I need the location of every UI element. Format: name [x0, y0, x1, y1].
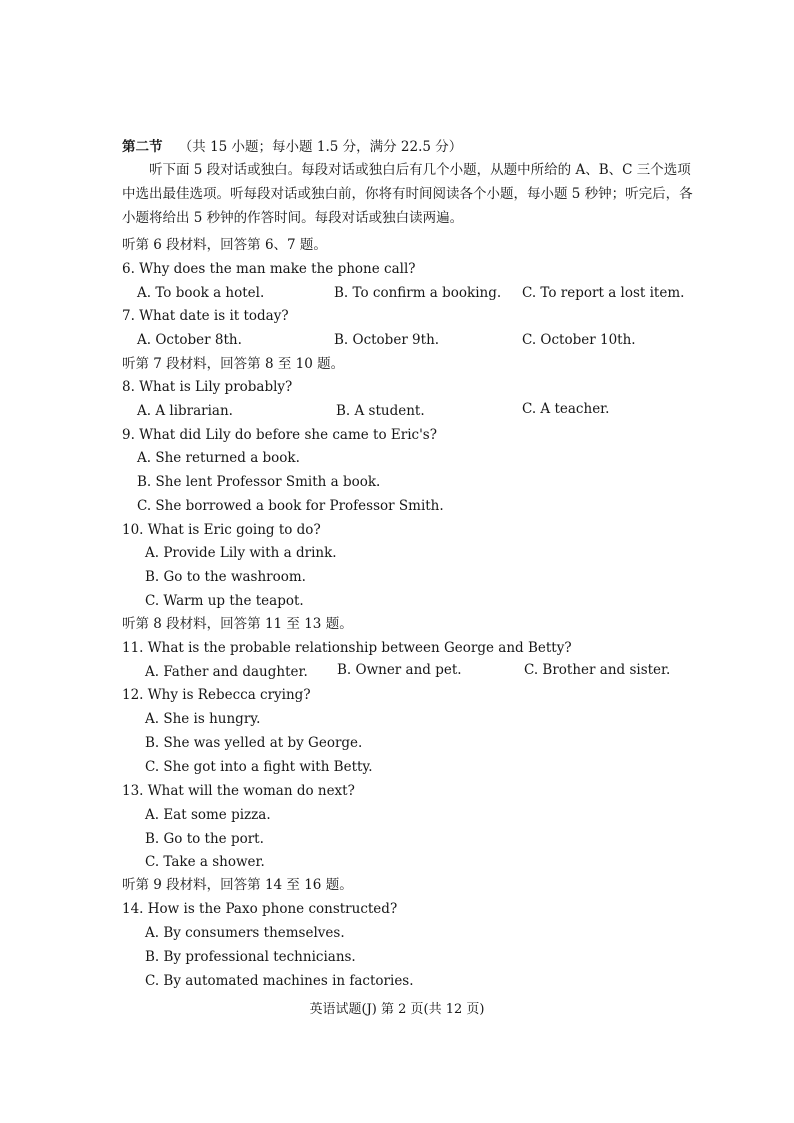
question-stem: 12. Why is Rebecca crying?: [122, 687, 311, 703]
question-stem: 8. What is Lily probably?: [122, 379, 293, 395]
option-a: A. By consumers themselves.: [145, 925, 345, 941]
option-c: C. She borrowed a book for Professor Smith.: [137, 498, 444, 514]
group-label: 听第 9 段材料，回答第 14 至 16 题。: [122, 877, 353, 893]
option-b: B. She lent Professor Smith a book.: [137, 474, 381, 490]
question-stem: 9. What did Lily do before she came to Eric's?: [122, 427, 437, 443]
option-c: C. By automated machines in factories.: [145, 973, 414, 989]
option-a: A. Father and daughter.: [145, 664, 308, 680]
option-c: C. A teacher.: [522, 401, 610, 417]
option-c: C. Brother and sister.: [524, 662, 671, 678]
section-instructions: 听下面 5 段对话或独白。每段对话或独白后有几个小题，从题中所给的 A、B、C 三个选项中选出最佳选项。听每段对话或独白前，你将有时间阅读各个小题，每小题 5 秒钟；听完后，各小题将给出 5 秒钟的作答时间。每段对话或独白读两遍。: [122, 162, 693, 226]
option-a: A. Eat some pizza.: [145, 807, 271, 823]
option-c: C. To report a lost item.: [522, 285, 685, 301]
option-b: B. To confirm a booking.: [334, 285, 502, 301]
group-label: 听第 7 段材料，回答第 8 至 10 题。: [122, 356, 345, 372]
option-a: A. A librarian.: [137, 403, 233, 419]
group-label: 听第 8 段材料，回答第 11 至 13 题。: [122, 616, 353, 632]
option-b: B. Go to the washroom.: [145, 569, 306, 585]
option-b: B. By professional technicians.: [145, 949, 356, 965]
option-c: C. October 10th.: [522, 332, 636, 348]
question-stem: 13. What will the woman do next?: [122, 783, 355, 799]
option-a: A. Provide Lily with a drink.: [145, 545, 337, 561]
option-c: C. Take a shower.: [145, 854, 265, 870]
option-b: B. A student.: [336, 403, 425, 419]
option-a: A. October 8th.: [137, 332, 242, 348]
option-a: A. She returned a book.: [137, 450, 300, 466]
question-stem: 14. How is the Paxo phone constructed?: [122, 901, 398, 917]
question-stem: 10. What is Eric going to do?: [122, 522, 321, 538]
option-b: B. Owner and pet.: [337, 662, 462, 678]
question-stem: 7. What date is it today?: [122, 308, 289, 324]
option-b: B. She was yelled at by George.: [145, 735, 363, 751]
option-c: C. Warm up the teapot.: [145, 593, 304, 609]
option-c: C. She got into a fight with Betty.: [145, 759, 373, 775]
option-a: A. She is hungry.: [145, 711, 261, 727]
section-header: [122, 138, 462, 156]
question-stem: 6. Why does the man make the phone call?: [122, 261, 416, 277]
section-title: 第二节: [122, 139, 163, 155]
page-footer: 英语试题(J) 第 2 页(共 12 页): [309, 1002, 485, 1017]
section-score: （共 15 小题；每小题 1.5 分，满分 22.5 分）: [178, 139, 463, 155]
option-b: B. October 9th.: [334, 332, 440, 348]
option-a: A. To book a hotel.: [137, 285, 265, 301]
question-stem: 11. What is the probable relationship between George and Betty?: [122, 640, 572, 656]
group-label: 听第 6 段材料，回答第 6、7 题。: [122, 237, 327, 253]
option-b: B. Go to the port.: [145, 831, 264, 847]
